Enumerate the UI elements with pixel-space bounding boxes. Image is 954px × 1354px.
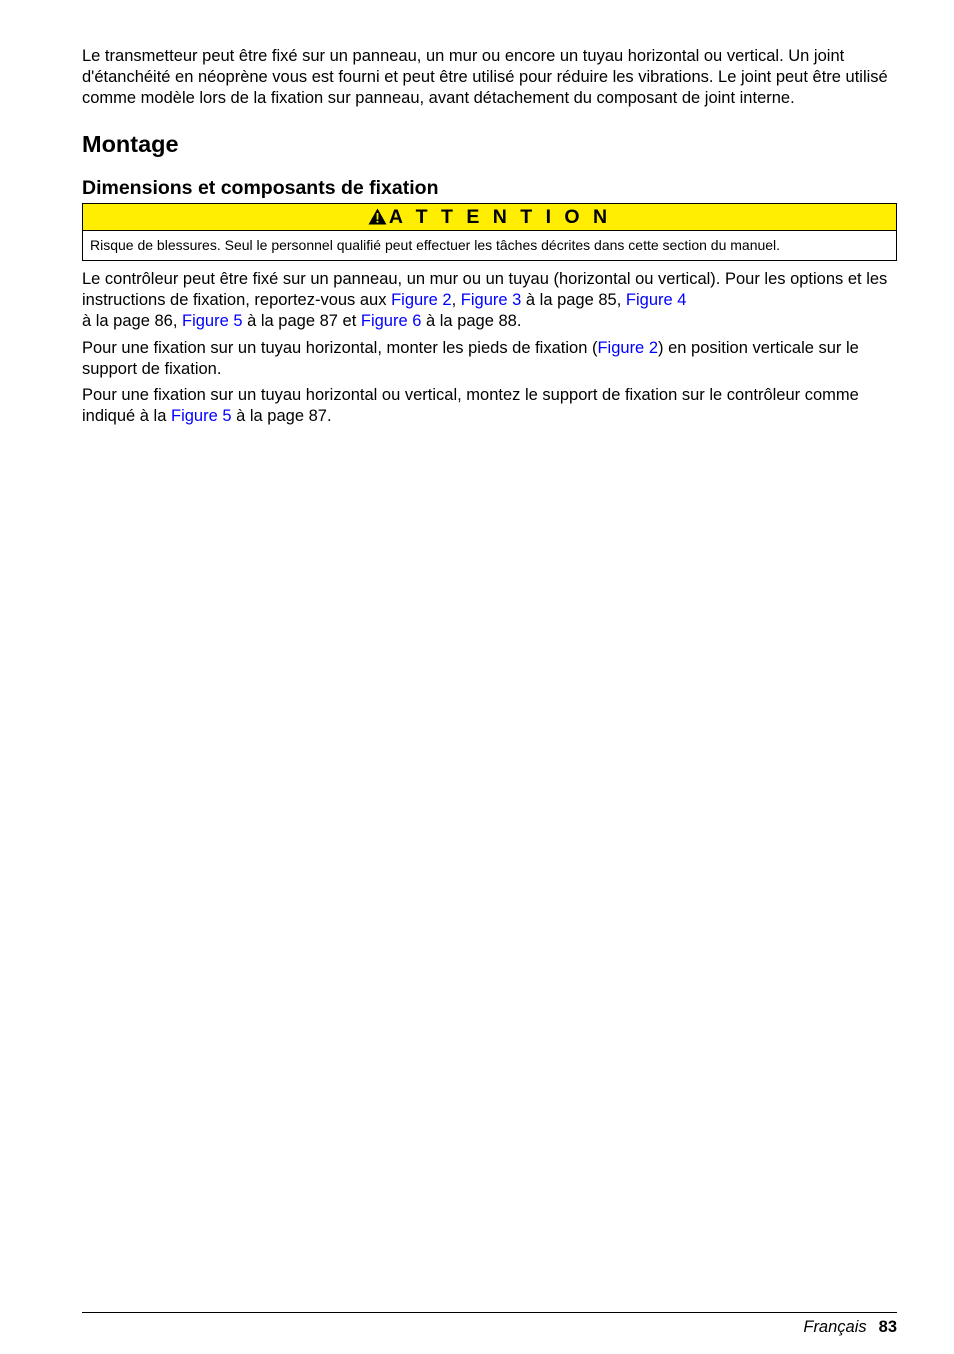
page-content	[82, 46, 897, 427]
mounting-paragraph-2	[82, 338, 897, 380]
page-number: 83	[878, 1318, 897, 1336]
text-run: à la page 87.	[231, 407, 332, 426]
figure-2-link[interactable]: Figure 2	[597, 338, 658, 357]
text-run: Le contrôleur peut être fixé sur un panneau, un mur ou un tuyau (horizontal ou vertical). Pour les options et les instructions de fixation, reportez-vous aux	[82, 270, 888, 310]
attention-text: Risque de blessures. Seul le personnel qualifié peut effectuer les tâches décrites dans cette section du manuel.	[90, 237, 781, 254]
figure-2-link[interactable]: Figure 2	[391, 291, 452, 310]
footer-text	[82, 1318, 897, 1337]
text-run: ) en position verticale sur le support de fixation.	[82, 338, 859, 378]
figure-5-link[interactable]: Figure 5	[182, 311, 243, 330]
figure-4-link[interactable]: Figure 4	[625, 291, 687, 310]
figure-5-link[interactable]: Figure 5	[171, 407, 232, 426]
text-run: ,	[451, 291, 461, 310]
text-run: Pour une fixation sur un tuyau horizontal ou vertical, montez le support de fixation sur le contrôleur comme indiqué à la	[82, 386, 859, 426]
figure-6-link[interactable]: Figure 6	[360, 311, 422, 330]
text-run: à la page 88.	[421, 311, 522, 330]
warning-triangle-icon	[368, 208, 387, 225]
text-run: à la page 85,	[521, 291, 626, 310]
attention-header	[83, 204, 896, 231]
attention-notice	[82, 203, 897, 261]
footer-language: Français	[803, 1318, 867, 1336]
text-run: à la page 87 et	[242, 311, 361, 330]
figure-3-link[interactable]: Figure 3	[460, 291, 522, 310]
page-footer	[82, 1312, 897, 1337]
attention-label: A T T E N T I O N	[388, 206, 612, 229]
section-heading: Montage	[82, 131, 179, 158]
text-run: à la page 86,	[82, 311, 182, 330]
intro-paragraph: Le transmetteur peut être fixé sur un panneau, un mur ou encore un tuyau horizontal ou vertical. Un joint d'étanchéité en néoprène vous est fourni et peut être utilisé pour réduire les vibrations. Le joint peut être utilisé comme modèle lors de la fixation sur panneau, avant détachement du composant de joint interne.	[82, 47, 888, 107]
subsection-heading: Dimensions et composants de fixation	[82, 177, 439, 200]
mounting-paragraph-3	[82, 385, 897, 427]
text-run: Pour une fixation sur un tuyau horizontal, monter les pieds de fixation (	[82, 338, 598, 357]
mounting-paragraph-1	[82, 269, 897, 331]
